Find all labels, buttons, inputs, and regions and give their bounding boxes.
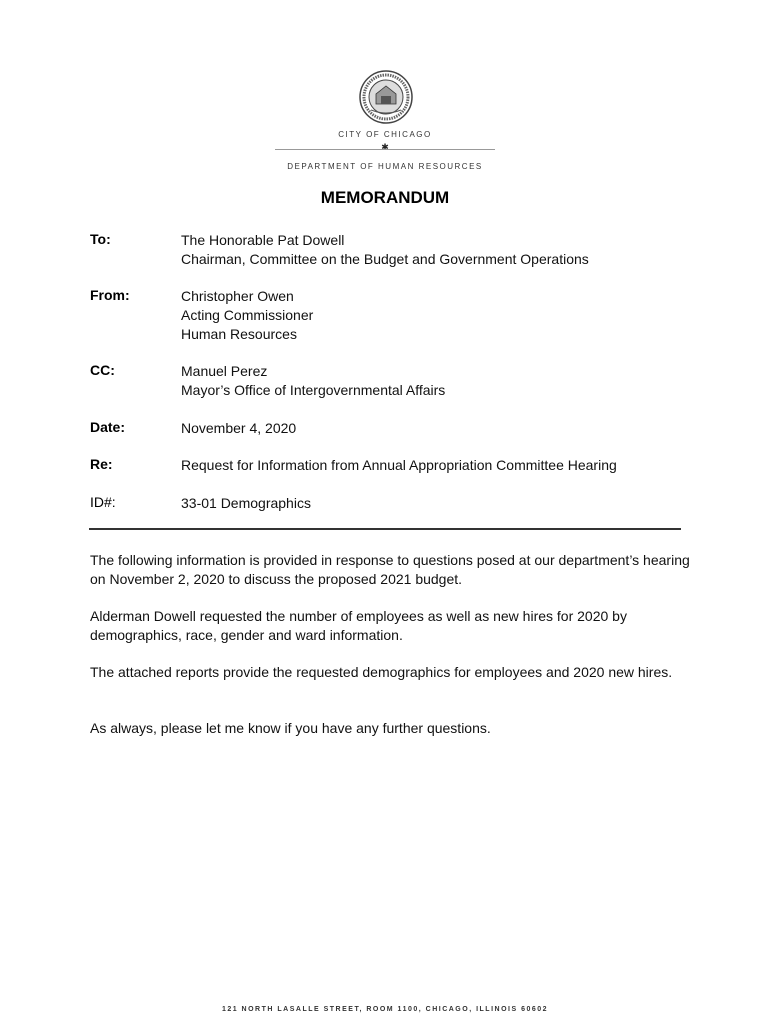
letterhead-divider	[275, 149, 495, 150]
body-paragraph: The attached reports provide the requested demographics for employees and 2020 new hires.	[90, 664, 673, 680]
to-label: To:	[90, 231, 111, 247]
from-value	[181, 287, 313, 344]
header-divider	[89, 528, 681, 530]
from-label: From:	[90, 287, 130, 303]
from-line: Acting Commissioner	[181, 307, 314, 323]
cc-value	[181, 362, 445, 400]
date-label: Date:	[90, 419, 126, 435]
date-value: November 4, 2020	[181, 420, 297, 436]
city-seal-logo	[359, 70, 413, 124]
cc-label: CC:	[90, 362, 115, 378]
from-line: Christopher Owen	[181, 288, 294, 304]
cc-line: Mayor’s Office of Intergovernmental Affairs	[181, 382, 446, 398]
body-paragraph: Alderman Dowell requested the number of employees as well as new hires for 2020 by demographics, race, gender and ward information.	[90, 608, 627, 643]
to-value	[181, 231, 589, 269]
id-label: ID#:	[90, 494, 116, 510]
letterhead-department-name: DEPARTMENT OF HUMAN RESOURCES	[287, 162, 483, 171]
cc-line: Manuel Perez	[181, 363, 268, 379]
from-line: Human Resources	[181, 326, 297, 342]
id-value: 33-01 Demographics	[181, 495, 311, 511]
footer-address: 121 NORTH LASALLE STREET, ROOM 1100, CHICAGO, ILLINOIS 60602	[221, 1006, 549, 1013]
letterhead-star-icon: ✱	[381, 142, 389, 152]
letterhead-city-name: CITY OF CHICAGO	[338, 130, 432, 139]
to-line: The Honorable Pat Dowell	[181, 232, 345, 248]
to-line: Chairman, Committee on the Budget and Government Operations	[181, 251, 589, 267]
memo-title: MEMORANDUM	[320, 188, 450, 207]
re-value: Request for Information from Annual Appropriation Committee Hearing	[181, 457, 617, 473]
body-paragraph: The following information is provided in response to questions posed at our department’s hearing on November 2, 2020 to discuss the proposed 2021 budget.	[90, 552, 690, 587]
body-paragraph: As always, please let me know if you have any further questions.	[90, 720, 491, 736]
re-label: Re:	[90, 456, 113, 472]
